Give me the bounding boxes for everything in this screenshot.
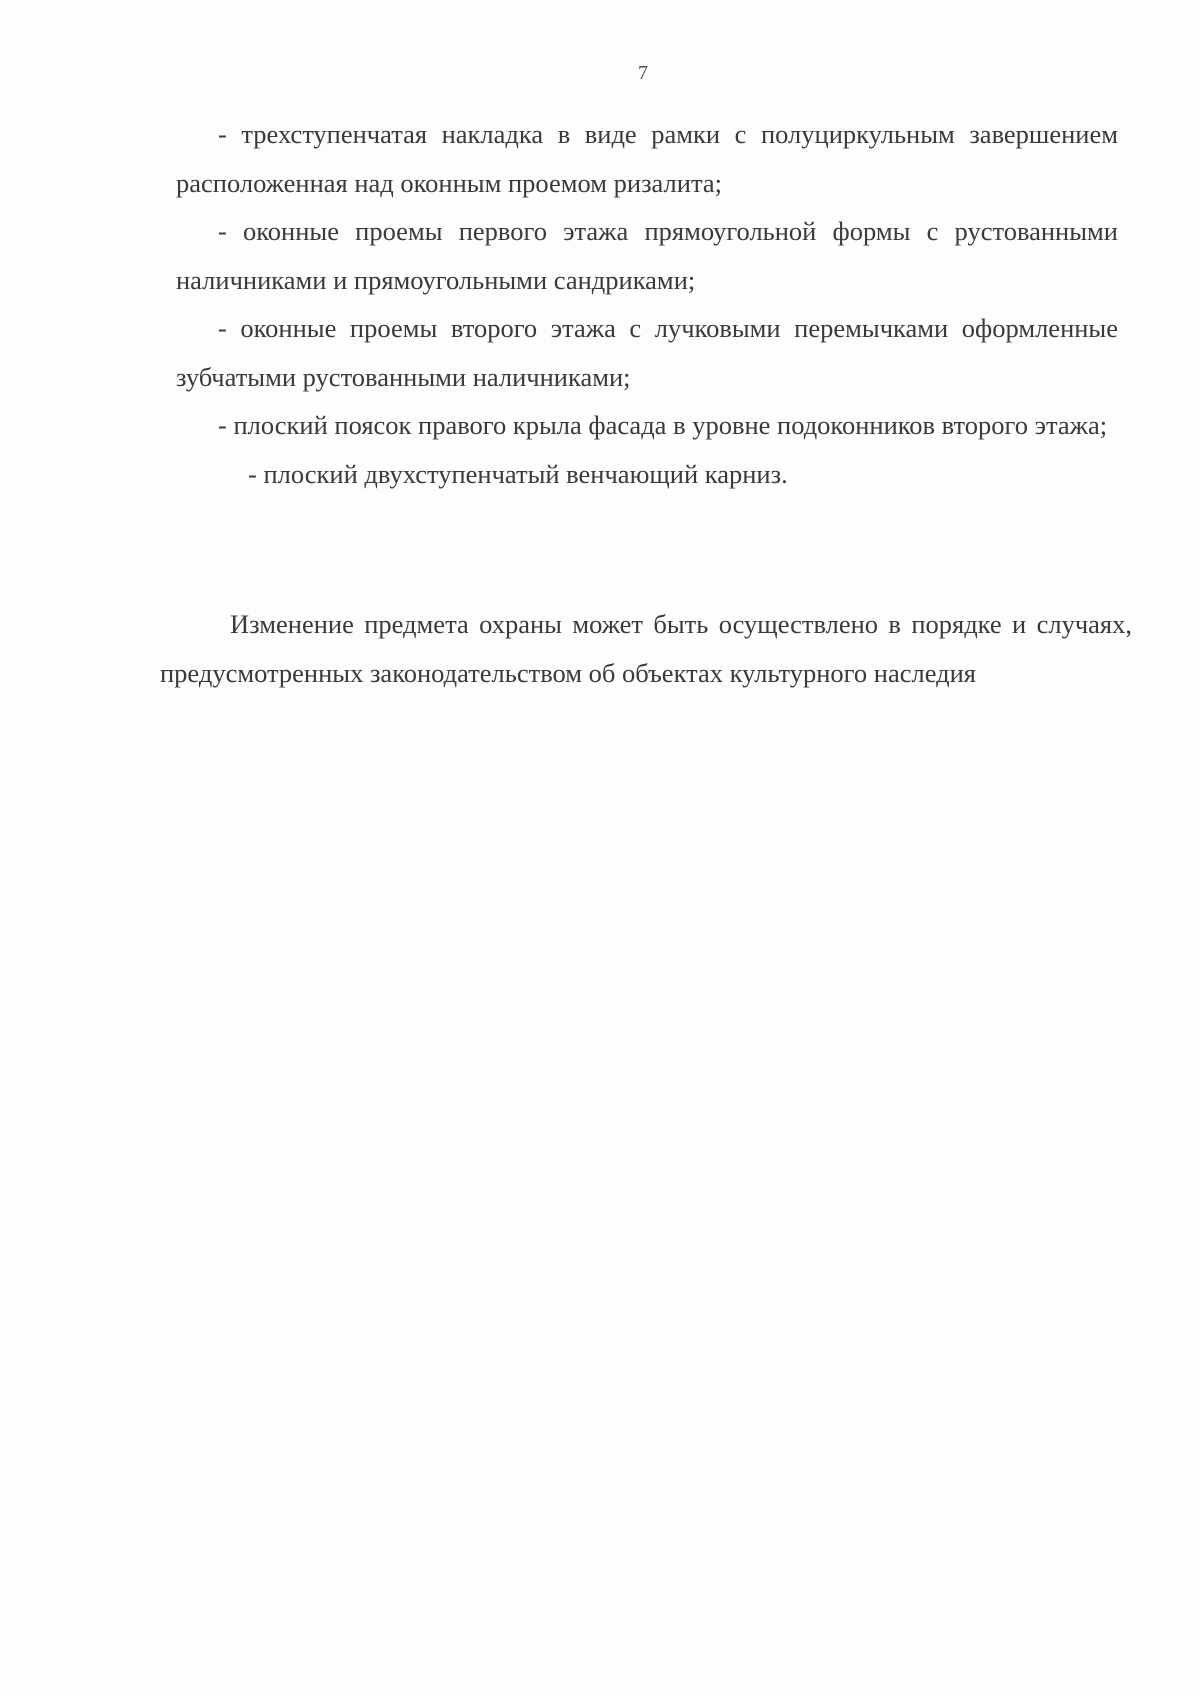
closing-paragraph: Изменение предмета охраны может быть осуществлено в порядке и случаях, предусмотренных законодательством об объектах культурного наследия (160, 609, 1132, 688)
list-item: - плоский двухступенчатый венчающий карниз. (248, 458, 788, 489)
list-item: - оконные проемы первого этажа прямоугольной формы с рустованными наличниками и прямоугольными сандриками; (176, 216, 1118, 295)
preservation-features-list (176, 110, 1118, 498)
list-item: - трехступенчатая накладка в виде рамки с полуциркульным завершением расположенная над оконным проемом ризалита; (176, 119, 1118, 198)
list-item: - плоский поясок правого крыла фасада в уровне подоконников второго этажа; (218, 410, 1108, 440)
list-item: - оконные проемы второго этажа с лучковыми перемычками оформленные зубчатыми рустованными наличниками; (176, 313, 1118, 392)
page-number: 7 (638, 62, 648, 84)
